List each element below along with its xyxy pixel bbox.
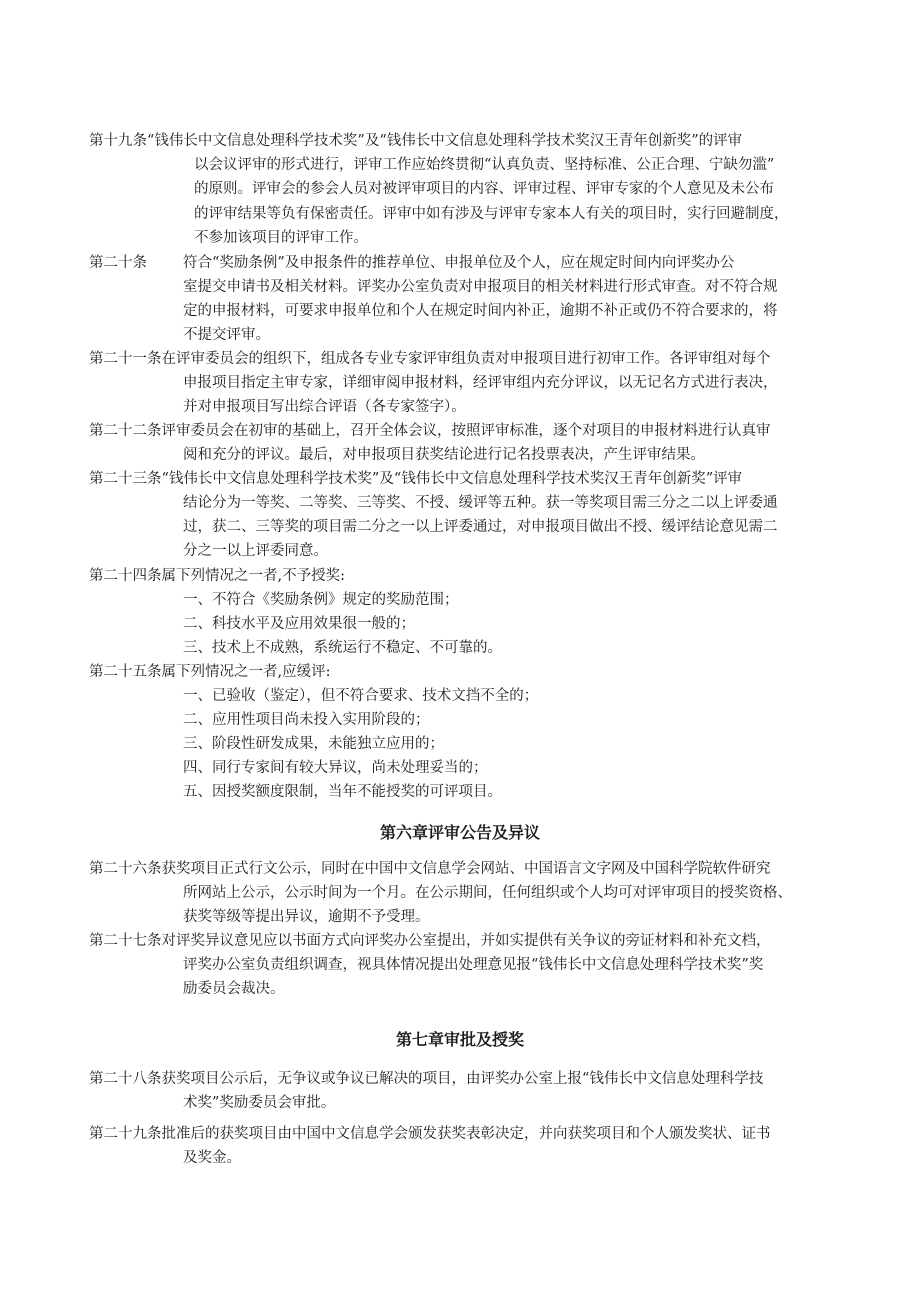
chapter-6-heading: 第六章评审公告及异议 (379, 823, 540, 842)
article-25-item-2: 二、应用性项目尚未投入实用阶段的； (183, 712, 430, 728)
article-27-line-1: 第二十七条对评奖异议意见应以书面方式向评奖办公室提出，并如实提供有关争议的旁证材料和补充文档， (89, 933, 771, 949)
article-19-line-3: 的原则。评审会的参会人员对被评审项目的内容、评审过程、评审专家的个人意见及未公布 (194, 181, 774, 197)
article-26-line-2: 所网站上公示，公示时间为一个月。在公示期间，任何组织或个人均可对评审项目的授奖资格、 (183, 885, 792, 901)
article-24-item-1: 一、不符合《奖励条例》规定的奖励范围； (183, 592, 459, 608)
article-20-line-4: 不提交评审。 (183, 327, 270, 343)
article-23-line-1: 第二十三条“钱伟长中文信息处理科学技术奖”及“钱伟长中文信息处理科学技术奖汉王青年创新奖”评审 (89, 471, 743, 487)
article-25-head: 第二十五条属下列情况之一者,应缓评: (89, 664, 331, 680)
article-29-line-2: 及奖金。 (183, 1150, 241, 1166)
article-23-line-2: 结论分为一等奖、二等奖、三等奖、不授、缓评等五种。获一等奖项目需三分之二以上评委通 (183, 495, 778, 511)
article-23-line-3: 过，获二、三等奖的项目需二分之一以上评委通过，对申报项目做出不授、缓评结论意见需二 (183, 519, 778, 535)
article-22-line-2: 阅和充分的评议。最后，对申报项目获奖结论进行记名投票表决，产生评审结果。 (183, 447, 705, 463)
article-19-line-2: 以会议评审的形式进行，评审工作应始终贯彻“认真负责、坚持标准、公正合理、宁缺勿滥” (194, 157, 775, 173)
article-20-label: 第二十条 (89, 255, 147, 271)
article-27-line-3: 励委员会裁决。 (183, 981, 285, 997)
article-23-line-4: 分之一以上评委同意。 (183, 543, 328, 559)
chapter-7-heading: 第七章审批及授奖 (395, 1030, 524, 1049)
article-29-line-1: 第二十九条批准后的获奖项目由中国中文信息学会颁发获奖表彰决定，并向获奖项目和个人颁发奖状、证书 (89, 1126, 771, 1142)
article-20-line-1: 符合“奖励条例”及申报条件的推荐单位、申报单位及个人，应在规定时间内向评奖办公 (183, 255, 735, 271)
article-25-item-5: 五、因授奖额度限制，当年不能授奖的可评项目。 (183, 784, 502, 800)
article-22-line-1: 第二十二条评审委员会在初审的基础上，召开全体会议，按照评审标准，逐个对项目的申报材料进行认真审 (89, 423, 771, 439)
article-25-item-4: 四、同行专家间有较大异议，尚未处理妥当的； (183, 760, 488, 776)
article-19-line-4: 的评审结果等负有保密责任。评审中如有涉及与评审专家本人有关的项目时，实行回避制度， (194, 206, 789, 222)
article-28-line-1: 第二十八条获奖项目公示后，无争议或争议已解决的项目，由评奖办公室上报“钱伟长中文信息处理科学技 (89, 1071, 764, 1087)
article-26-line-3: 获奖等级等提出异议，逾期不予受理。 (183, 909, 430, 925)
article-25-item-3: 三、阶段性研发成果，未能独立应用的； (183, 736, 444, 752)
article-19-line-1: 第十九条“钱伟长中文信息处理科学技术奖”及“钱伟长中文信息处理科学技术奖汉王青年创新奖”的评审 (89, 133, 743, 149)
article-20-line-2: 室提交申请书及相关材料。评奖办公室负责对申报项目的相关材料进行形式审查。对不符合规 (183, 279, 778, 295)
article-24-head: 第二十四条属下列情况之一者,不予授奖: (89, 568, 345, 584)
article-21-line-3: 并对申报项目写出综合评语（各专家签字）。 (183, 399, 466, 415)
article-26-line-1: 第二十六条获奖项目正式行文公示，同时在中国中文信息学会网站、中国语言文字网及中国科学院软件研究 (89, 861, 771, 877)
article-21-line-2: 申报项目指定主审专家，详细审阅申报材料，经评审组内充分评议，以无记名方式进行表决， (183, 375, 778, 391)
article-25-item-1: 一、已验收（鉴定），但不符合要求、技术文挡不全的； (183, 688, 539, 704)
article-28-line-2: 术奖”奖励委员会审批。 (183, 1095, 336, 1111)
article-20-line-3: 定的申报材料，可要求申报单位和个人在规定时间内补正，逾期不补正或仍不符合要求的，将 (183, 303, 778, 319)
article-24-item-3: 三、技术上不成熟，系统运行不稳定、不可靠的。 (183, 640, 502, 656)
article-19-line-5: 不参加该项目的评审工作。 (194, 230, 368, 246)
article-21-line-1: 第二十一条在评审委员会的组织下，组成各专业专家评审组负责对申报项目进行初审工作。各评审组对每个 (89, 351, 771, 367)
article-27-line-2: 评奖办公室负责组织调查，视具体情况提出处理意见报“钱伟长中文信息处理科学技术奖”奖 (183, 957, 764, 973)
article-24-item-2: 二、科技水平及应用效果很一般的； (183, 616, 415, 632)
